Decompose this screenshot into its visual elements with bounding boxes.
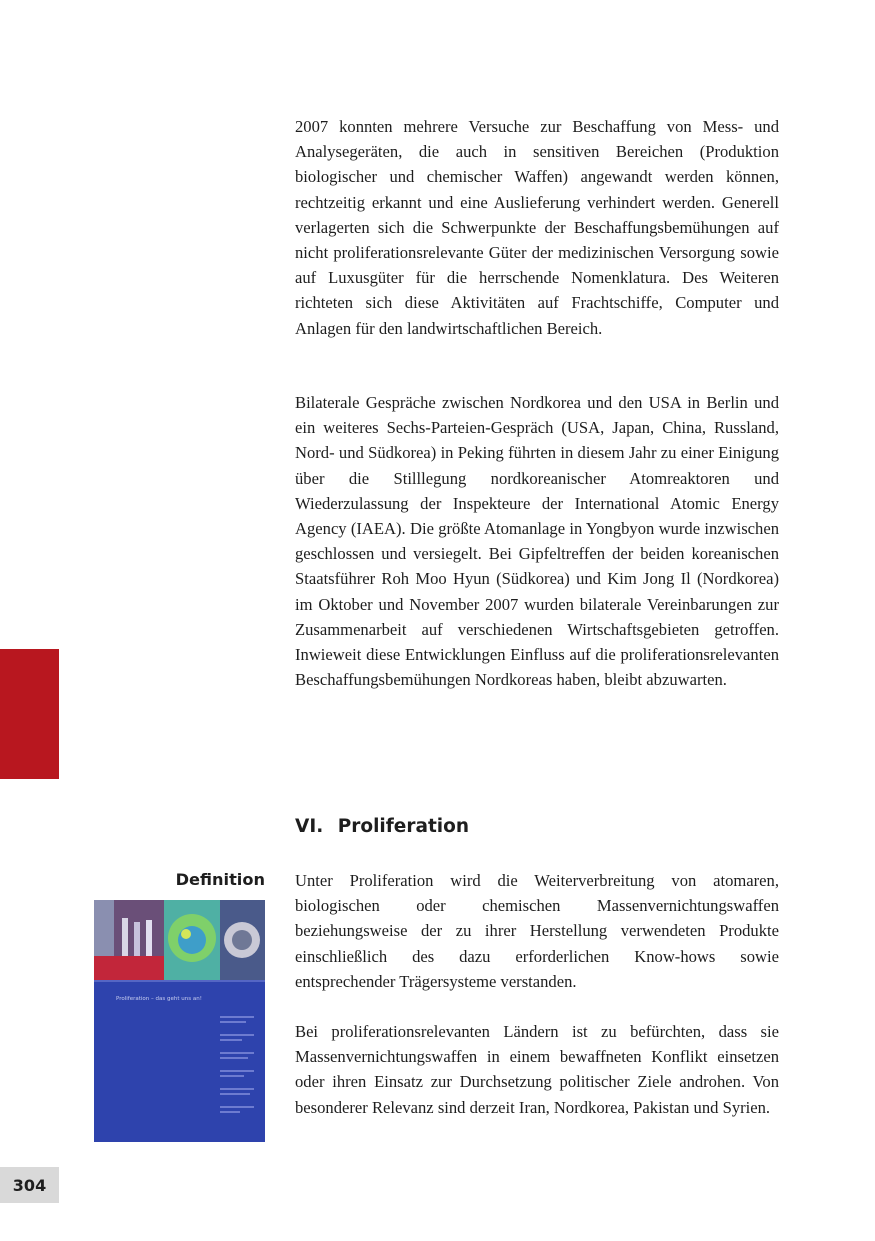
chapter-side-tab bbox=[0, 649, 59, 779]
definition-paragraph: Unter Proliferation wird die Weiterverbreitung von atomaren, biologischen oder chemischen Massenvernichtungswaffen beziehungsweise der zu ihrer Herstellung verwendeten Produkte einschließlich des dazu erforderlichen Know-hows sowie entsprechender Trägersysteme verstanden. bbox=[295, 871, 779, 991]
section-title: Proliferation bbox=[337, 816, 470, 837]
brochure-cover-image bbox=[94, 900, 265, 1142]
page-number: 304 bbox=[0, 1167, 59, 1203]
section-heading bbox=[295, 816, 469, 837]
margin-label-definition: Definition bbox=[175, 870, 265, 889]
cover-caption: Proliferation – das geht uns an! bbox=[116, 996, 202, 1002]
section-number: VI. bbox=[295, 816, 324, 837]
body-paragraph-1: 2007 konnten mehrere Versuche zur Beschaffung von Mess- und Analysegeräten, die auch in sensitiven Bereichen (Produktion biologischer und chemischer Waffen) angewandt werden können, rechtzeitig erkannt und eine Auslieferung verhindert werden. Generell verlagerten sich die Schwerpunkte der Beschaffungsbemühungen auf nicht proliferationsrelevante Güter der medizinischen Versorgung sowie auf Luxusgüter für die herrschende Nomenklatura. Des Weiteren richteten sich diese Aktivitäten auf Frachtschiffe, Computer und Anlagen für den landwirtschaftlichen Bereich. bbox=[295, 117, 779, 338]
body-paragraph-4: Bei proliferationsrelevanten Ländern ist zu befürchten, dass sie Massenvernichtungswaffen in einem bewaffneten Konflikt einsetzen oder ihren Einsatz zur Durchsetzung politischer Ziele androhen. Von besonderer Relevanz sind derzeit Iran, Nordkorea, Pakistan und Syrien. bbox=[295, 1022, 779, 1117]
body-paragraph-2: Bilaterale Gespräche zwischen Nordkorea und den USA in Berlin und ein weiteres Sechs-Parteien-Gespräch (USA, Japan, China, Russland, Nord- und Südkorea) in Peking führten in diesem Jahr zu einer Einigung über die Stilllegung nordkoreanischer Atomreaktoren und Wiederzulassung der Inspekteure der International Atomic Energy Agency (IAEA). Die größte Atomanlage in Yongbyon wurde inzwischen geschlossen und versiegelt. Bei Gipfeltreffen der beiden koreanischen Staatsführer Roh Moo Hyun (Südkorea) und Kim Jong Il (Nordkorea) im Oktober und November 2007 wurden bilaterale Vereinbarungen zur Zusammenarbeit auf verschiedenen Wirtschaftsgebieten getroffen. Inwieweit diese Entwicklungen Einfluss auf die proliferationsrelevanten Beschaffungsbemühungen Nordkoreas haben, bleibt abzuwarten. bbox=[295, 393, 779, 690]
